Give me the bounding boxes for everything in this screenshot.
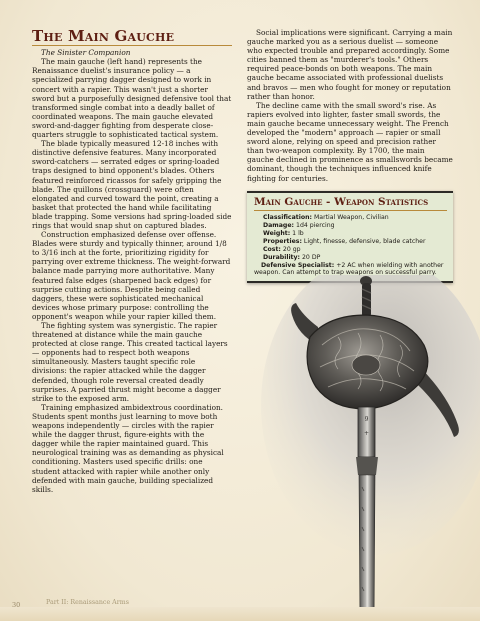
stat-box-title: Main Gauche - Weapon Statistics — [254, 195, 429, 208]
stat-label: Properties: — [263, 237, 302, 245]
stat-label: Cost: — [263, 245, 281, 253]
stat-classification — [254, 214, 447, 222]
stat-value: Martial Weapon, Civilian — [313, 214, 389, 222]
stat-label: Durability: — [263, 253, 301, 261]
stat-label: Defensive Specialist: — [261, 261, 335, 269]
stat-value: 20 DP — [302, 253, 321, 261]
page-title: The Main Gauche — [32, 27, 175, 45]
stat-cost — [254, 246, 447, 254]
stat-damage — [254, 222, 447, 230]
right-column — [247, 28, 453, 283]
paragraph: The main gauche (left hand) represents the Renaissance duelist's insurance policy — a specialized parrying dagger designed to work in concert with a rapier. This wasn't just a shorter sword but a purposefully designed defensive tool that transformed single combat into a deadly ballet of coordinated weapons. The main gauche elevated sword-and-dagger fighting from desperate close-quarters struggle to sophisticated tactical system. — [32, 57, 232, 140]
page-number: 30 — [12, 601, 21, 609]
stat-label: Damage: — [263, 222, 295, 229]
paragraph: The blade typically measured 12-18 inches with distinctive defensive features. Many incorporated sword-catchers — serrated edges or spring-loaded traps designed to bind opponent's blades. Others featured reinforced ricassos for safely gripping the blade. The quillons (crossguard) were often elongated and curved toward the point, creating a basket that protected the hand while facilitating blade trapping. Some versions had spring-loaded side rings that would snap shut on captured blades. — [32, 139, 232, 230]
footer-bar — [0, 607, 480, 621]
footer-section-label: Part II: Renaissance Arms — [46, 599, 129, 606]
main-gauche-illustration — [258, 275, 480, 621]
paragraph: The decline came with the small sword's rise. As rapiers evolved into lighter, faster small swords, the main gauche became unnecessary weight. The French developed the "modern" approach — rapier or small sword alone, relying on speed and precision rather than two-weapon complexity. By 1700, the main gauche declined in prominence as smallswords became dominant, though the techniques influenced knife fighting for centuries. — [247, 100, 453, 183]
stat-value: 20 gp — [282, 245, 301, 253]
paragraph: Construction emphasized defense over offense. Blades were sturdy and typically thinner, around 1/8 to 3/16 inch at the forte, prioritizing rigidity for parrying over extreme thickness. The weight-forward balance made parrying more authoritative. Many featured false edges (sharpened back edges) for surprise cutting actions. Despite being called daggers, these were sophisticated mechanical devices whose primary purpose: controlling the opponent's weapon while your rapier killed them. — [32, 230, 231, 321]
stat-value: Light, finesse, defensive, blade catcher — [303, 237, 426, 245]
paragraph: Social implications were significant. Carrying a main gauche marked you as a serious duelist — someone who expected trouble and prepared accordingly. Some cities banned them as "murderer's tools." Others required peace-bonds on both weapons. The main gauche became associated with professional duelists and bravos — men who fought for money or reputation rather than honor. — [247, 28, 453, 101]
svg-text:9: 9 — [364, 416, 369, 423]
title-rule — [32, 45, 232, 46]
stat-weight — [254, 230, 447, 238]
stat-label: Classification: — [263, 214, 312, 222]
paragraph: Training emphasized ambidextrous coordination. Students spent months just learning to move both weapons independently — circles with the rapier while the dagger thrust, figure-eights with the dagger while the rapier maintained guard. This neurological training was as demanding as physical conditioning. Masters used specific drills: one student attacked with rapier while another only defended with main gauche, building specialized skills. — [32, 402, 224, 494]
stat-value: 1d4 piercing — [296, 222, 335, 229]
subtitle: The Sinister Companion — [41, 48, 131, 58]
paragraph: The fighting system was synergistic. The rapier threatened at distance while the main gauche protected at close range. This created tactical layers — opponents had to respect both weapons simultaneously. Masters taught specific role divisions: the rapier attacked while the dagger defended, though role reversal created deadly surprises. A parried thrust might become a dagger strike to the exposed arm. — [32, 321, 228, 403]
stat-value: 1 lb — [292, 229, 304, 237]
stat-label: Weight: — [263, 229, 291, 237]
stat-properties — [254, 238, 447, 246]
stat-value: +2 AC when wielding with another weapon. Can attempt to trap weapons on successful parry. — [254, 261, 444, 277]
weapon-stat-box — [247, 191, 453, 284]
stat-box-rule — [254, 210, 447, 211]
svg-text:+: + — [363, 430, 370, 437]
left-column — [32, 28, 232, 494]
stat-durability — [254, 254, 447, 262]
